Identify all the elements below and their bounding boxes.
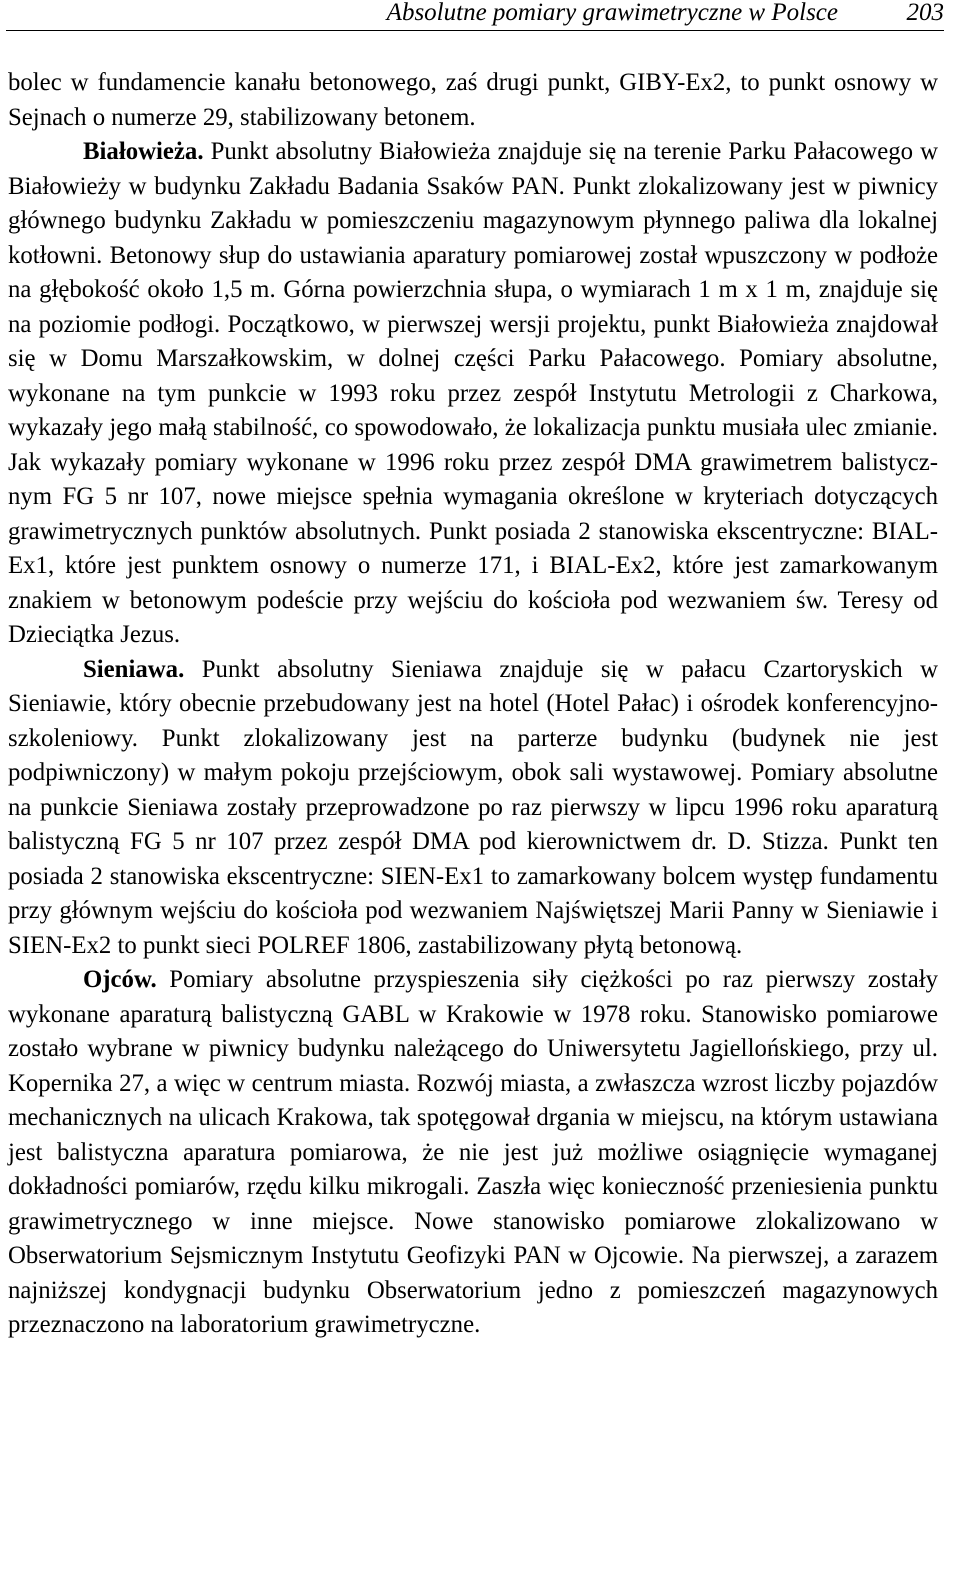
paragraph-heading: Białowieża. [83,138,204,165]
paragraph-text: bolec w fundamencie kanału betonowego, zaś drugi punkt, GIBY-Ex2, to punkt osnowy w Sejnach o numerze 29, stabilizowany betonem. [8,69,938,131]
paragraph-text: Punkt absolutny Sieniawa znajduje się w pałacu Czartoryskich w Sieniawie, który obecnie przebudowany jest na hotel (Hotel Pałac) i ośrodek konferencyjno-szkoleniowy. Punkt zlokalizowany jest na parterze budynku (budynek nie jest podpiwniczony) w małym pokoju przejściowym, obok sali wystawowej. Pomiary absolutne na punkcie Sieniawa zostały przeprowadzone po raz pierwszy w lipcu 1996 roku aparaturą balistyczną FG 5 nr 107 przez zespół DMA pod kierownictwem dr. D. Stizza. Punkt ten posiada 2 stanowiska ekscentryczne: SIEN-Ex1 to zamarkowany bolcem występ fundamentu przy głównym wejściu do kościoła pod wezwaniem Najświętszej Marii Panny w Sieniawie i SIEN-Ex2 to punkt sieci POLREF 1806, zastabilizowany płytą betonową. [8,655,938,959]
paragraph-heading: Sieniawa. [83,655,185,683]
running-header [6,0,944,31]
paragraph-continuation [8,66,938,135]
paragraph-heading: Ojców. [83,966,157,993]
page-number: 203 [906,0,944,26]
paragraph-ojcow [8,963,938,1343]
paragraph-text: Punkt absolutny Białowieża znajduje się na terenie Parku Pałacowego w Białowieży w budynku Zakładu Badania Ssaków PAN. Punkt zlokalizowany jest w piwnicy głównego budynku Zakładu w pomieszczeniu magazynowym płynnego paliwa dla lokalnej kotłowni. Betonowy słup do ustawiania aparatury pomiarowej został wpuszczony w podłoże na głębokość około 1,5 m. Górna powierzchnia słupa, o wymiarach 1 m x 1 m, znajduje się na poziomie podłogi. Początkowo, w pierwszej wersji projektu, punkt Białowieża znajdował się w Domu Marszałkowskim, w dolnej części Parku Pałacowego. Pomiary absolutne, wykonane na tym punkcie w 1993 roku przez zespół Instytutu Metrologii z Charkowa, wykazały jego małą stabilność, co spowodowało, że lokalizacja punktu musiała ulec zmianie. Jak wykazały pomiary wykonane w 1996 roku przez zespół DMA grawimetrem balistycznym FG 5 nr 107, nowe miejsce spełnia wymagania określone w kryteriach dotyczących grawimetrycznych punktów absolutnych. Punkt posiada 2 stanowiska ekscentryczne: BIAL-Ex1, które jest punktem osnowy o numerze 171, i BIAL-Ex2, które jest zamarkowanym znakiem w betonowym podeście przy wejściu do kościoła pod wezwaniem św. Teresy od Dzieciątka Jezus. [8,138,938,648]
body-text [8,66,938,1343]
header-title: Absolutne pomiary grawimetryczne w Polsce [386,0,838,26]
paragraph-bialowieza [8,135,938,653]
paragraph-sieniawa [8,653,938,964]
paragraph-text: Pomiary absolutne przyspieszenia siły ciężkości po raz pierwszy zostały wykonane aparaturą balistyczną GABL w Krakowie w 1978 roku. Stanowisko pomiarowe zostało wybrane w piwnicy budynku należącego do Uniwersytetu Jagiellońskiego, przy ul. Kopernika 27, a więc w centrum miasta. Rozwój miasta, a zwłaszcza wzrost liczby pojazdów mechanicznych na ulicach Krakowa, tak spotęgował drgania w miejscu, na którym ustawiana jest balistyczna aparatura pomiarowa, że nie jest już możliwe osiągnięcie wymaganej dokładności pomiarów, rzędu kilku mikrogali. Zaszła więc konieczność przeniesienia punktu grawimetrycznego w inne miejsce. Nowe stanowisko pomiarowe zlokalizowano w Obserwatorium Sejsmicznym Instytutu Geofizyki PAN w Ojcowie. Na pierwszej, a zarazem najniższej kondygnacji budynku Obserwatorium jedno z pomieszczeń magazynowych przeznaczono na laboratorium grawimetryczne. [8,966,938,1338]
